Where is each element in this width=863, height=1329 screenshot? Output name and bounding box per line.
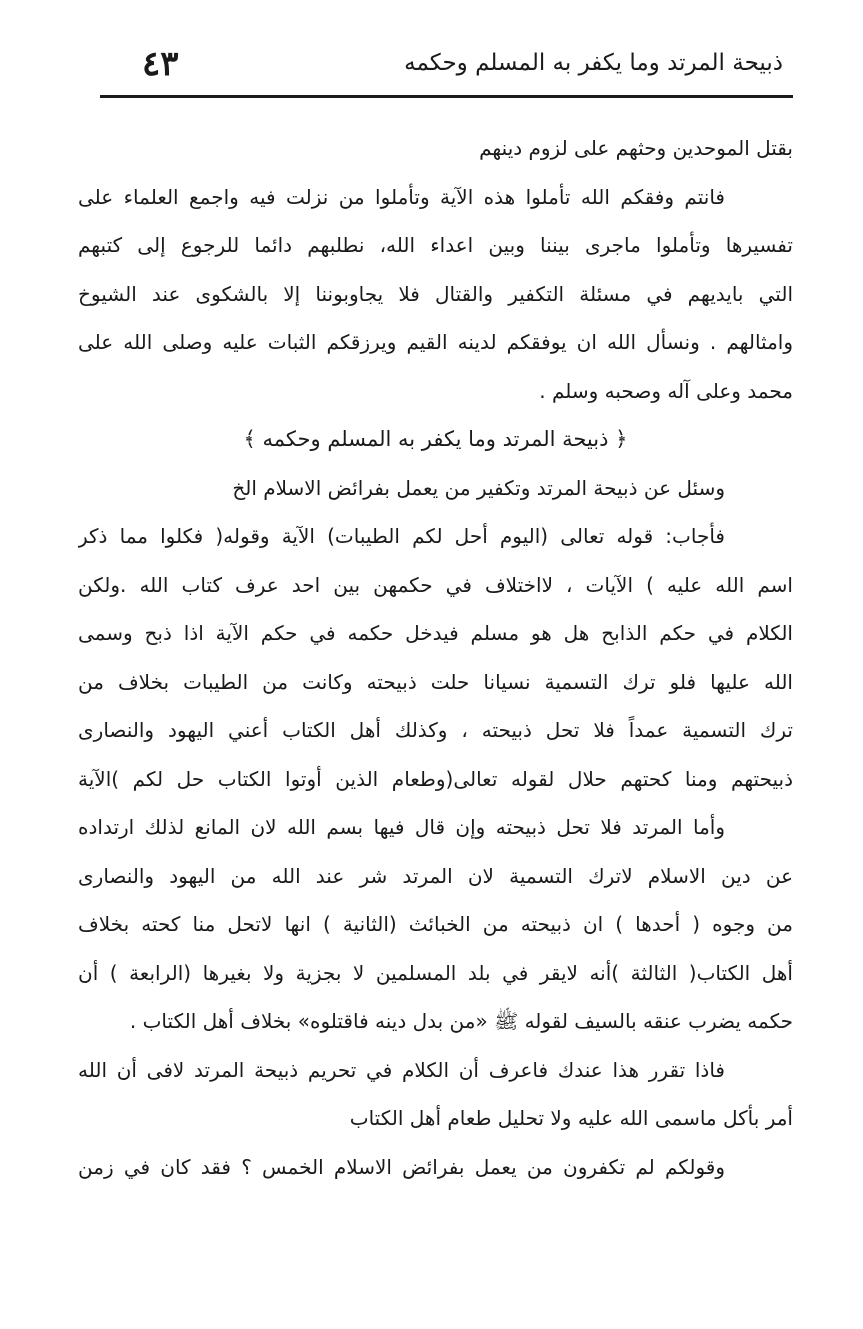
text-line: تفسيرها وتأملوا ماجرى بيننا وبين اعداء الله، نطلبهم دائما للرجوع إلى كتبهم: [78, 233, 793, 257]
text-line: أهل الكتاب( الثالثة )أنه لايقر في بلد المسلمين لا بجزية ولا بغيرها (الرابعة ) أن: [78, 960, 793, 985]
text-line: بقتل الموحدين وحثهم على لزوم دينهم: [479, 136, 793, 160]
text-line: وأما المرتد فلا تحل ذبيحته وإن قال فيها بسم الله لان المانع لذلك ارتداده: [78, 815, 725, 839]
text-line: الله عليها فلو ترك التسمية نسيانا حلت ذبيحته وكانت من الطيبات بخلاف من: [78, 669, 793, 694]
text-line: وسئل عن ذبيحة المرتد وتكفير من يعمل بفرائض الاسلام الخ: [232, 475, 725, 500]
page-number: ٤٣: [142, 44, 179, 84]
text-line: الكلام في حكم الذابح هل هو مسلم فيدخل حكمه في حكم الآية اذا ذبح وسمى: [78, 621, 793, 645]
text-line: عن دين الاسلام لاترك التسمية لان المرتد شر عند الله من اليهود والنصارى: [78, 863, 793, 888]
text-line: وقولكم لم تكفرون من يعمل بفرائض الاسلام الخمس ؟ فقد كان في زمن: [78, 1154, 725, 1179]
section-heading: ﴿ ذبيحة المرتد وما يكفر به المسلم وحكمه ﴾: [243, 427, 628, 451]
text-line: فأجاب: قوله تعالى (اليوم أحل لكم الطيبات) الآية وقوله( فكلوا مما ذكر: [78, 524, 725, 548]
body-text: [78, 124, 793, 1191]
text-line: أمر بأكل ماسمى الله عليه ولا تحليل طعام أهل الكتاب: [349, 1106, 793, 1130]
running-title: ذبيحة المرتد وما يكفر به المسلم وحكمه: [404, 50, 783, 76]
text-line: التي بايديهم في مسئلة التكفير والقتال فلا يجاوبوننا إلا بالشكوى عند الشيوخ: [78, 281, 793, 306]
text-line: فانتم وفقكم الله تأملوا هذه الآية وتأملوا من نزلت فيه واجمع العلماء على: [78, 184, 725, 209]
header-rule: [100, 95, 793, 98]
text-line: ترك التسمية عمداً فلا تحل ذبيحته ، وكذلك أهل الكتاب أعني اليهود والنصارى: [78, 718, 793, 742]
text-line: وامثالهم . ونسأل الله ان يوفقكم لدينه القيم ويرزقكم الثبات عليه وصلى الله على: [78, 330, 793, 354]
text-line: حكمه يضرب عنقه بالسيف لقوله ﷺ «من بدل دينه فاقتلوه» بخلاف أهل الكتاب .: [129, 1009, 793, 1033]
page-header: [100, 42, 793, 100]
text-line: اسم الله عليه ) الآيات ، لااختلاف في حكمهن بين احد عرف كتاب الله .ولكن: [78, 572, 793, 597]
text-line: محمد وعلى آله وصحبه وسلم .: [539, 378, 793, 403]
text-line: فاذا تقرر هذا عندك فاعرف أن الكلام في تحريم ذبيحة المرتد لافى أن الله: [78, 1057, 725, 1082]
text-line: من وجوه ( أحدها ) ان ذبيحته من الخبائث (الثانية ) انها لاتحل منا كحته بخلاف: [78, 912, 793, 936]
text-line: ذبيحتهم ومنا كحتهم حلال لقوله تعالى(وطعام الذين أوتوا الكتاب حل لكم )الآية: [78, 766, 793, 791]
